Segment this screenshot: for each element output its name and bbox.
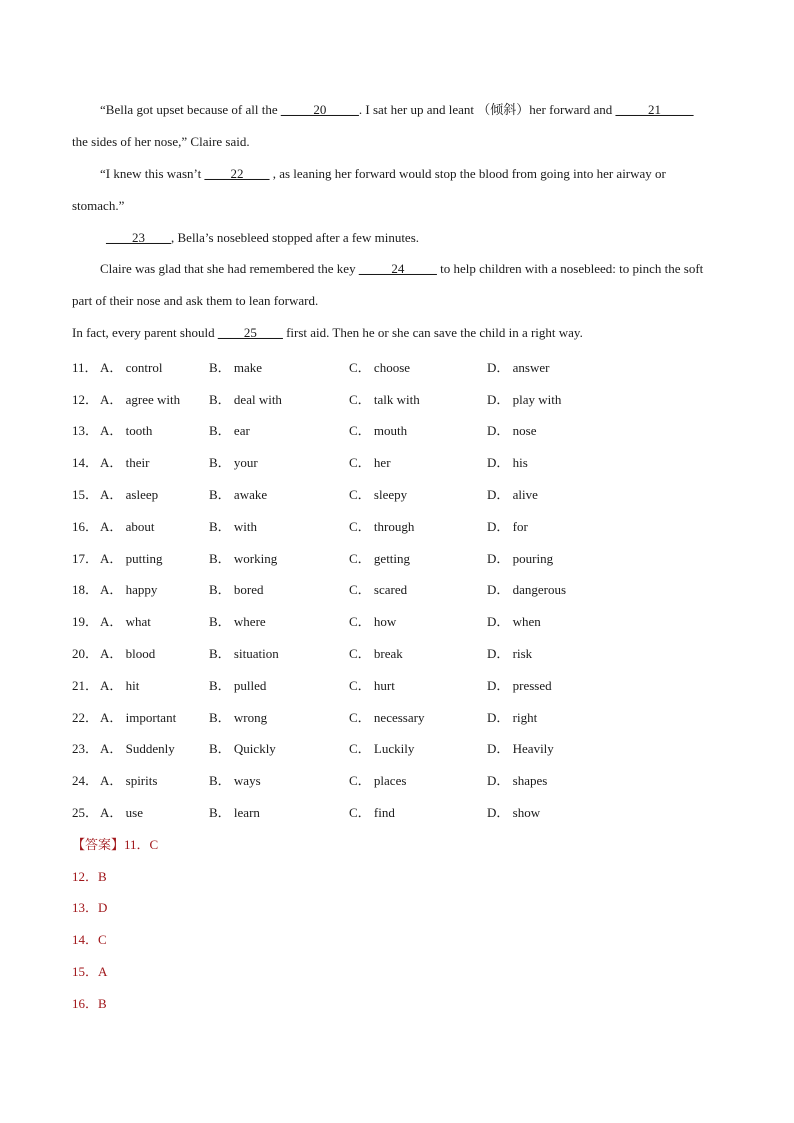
- option-d: D． when: [487, 614, 541, 629]
- option-c: C． talk with: [349, 392, 420, 407]
- option-a: A． spirits: [100, 773, 158, 788]
- text: , as leaning her forward would stop the blood from going into her airway or stomach.”: [72, 166, 666, 213]
- option-b: B． wrong: [209, 710, 268, 725]
- option-d: D． pouring: [487, 551, 554, 566]
- question-number: 20．: [72, 646, 99, 661]
- option-a: A． important: [100, 710, 177, 725]
- option-b: B． learn: [209, 805, 260, 820]
- option-b: B． where: [209, 614, 266, 629]
- text: the sides of her nose,” Claire said.: [72, 134, 250, 149]
- option-c: C． Luckily: [349, 741, 415, 756]
- text: Claire was glad that she had remembered the key: [100, 261, 359, 276]
- question-number: 22．: [72, 710, 99, 725]
- option-a: A． their: [100, 455, 150, 470]
- option-a: A． asleep: [100, 487, 159, 502]
- text: In fact, every parent should: [72, 325, 218, 340]
- option-b: B． ear: [209, 423, 250, 438]
- question-number: 14．: [72, 455, 99, 470]
- option-d: D． dangerous: [487, 582, 567, 597]
- passage-paragraph-1: [72, 94, 712, 158]
- answer-line: 16．B: [72, 996, 107, 1011]
- option-d: D． show: [487, 805, 541, 820]
- question-number: 16．: [72, 519, 99, 534]
- answer-line: 13．D: [72, 900, 108, 915]
- question-number: 23．: [72, 741, 99, 756]
- blank-20: _____20_____: [280, 102, 359, 117]
- option-d: D． Heavily: [487, 741, 554, 756]
- option-c: C． scared: [349, 582, 408, 597]
- option-b: B． Quickly: [209, 741, 276, 756]
- answer-line: 15．A: [72, 964, 108, 979]
- blank-22: ____22____: [204, 166, 270, 181]
- option-a: A． Suddenly: [100, 741, 175, 756]
- option-b: B． bored: [209, 582, 264, 597]
- text: “Bella got upset because of all the: [100, 102, 281, 117]
- option-a: A． use: [100, 805, 143, 820]
- passage-paragraph-4: [72, 253, 712, 317]
- text: , Bella’s nosebleed stopped after a few minutes.: [171, 230, 420, 245]
- option-c: C． her: [349, 455, 391, 470]
- question-number: 15．: [72, 487, 99, 502]
- option-b: B． your: [209, 455, 258, 470]
- option-a: A． what: [100, 614, 151, 629]
- question-number: 24．: [72, 773, 99, 788]
- text: first aid. Then he or she can save the child in a right way.: [282, 325, 583, 340]
- answer-line: 12．B: [72, 869, 107, 884]
- option-d: D． risk: [487, 646, 533, 661]
- option-a: A． about: [100, 519, 155, 534]
- option-b: B． working: [209, 551, 278, 566]
- option-a: A． tooth: [100, 423, 153, 438]
- option-b: B． deal with: [209, 392, 282, 407]
- option-a: A． hit: [100, 678, 140, 693]
- option-d: D． alive: [487, 487, 538, 502]
- option-c: C． mouth: [349, 423, 408, 438]
- option-a: A． blood: [100, 646, 156, 661]
- question-number: 17．: [72, 551, 99, 566]
- answer-line: 14．C: [72, 932, 107, 947]
- option-c: C． places: [349, 773, 407, 788]
- option-c: C． hurt: [349, 678, 395, 693]
- option-c: C． sleepy: [349, 487, 408, 502]
- option-a: A． putting: [100, 551, 163, 566]
- question-number: 25．: [72, 805, 99, 820]
- blank-23: ____23____: [106, 230, 171, 245]
- passage-paragraph-5: [72, 317, 712, 349]
- question-number: 19．: [72, 614, 99, 629]
- option-c: C． necessary: [349, 710, 425, 725]
- option-d: D． answer: [487, 360, 550, 375]
- blank-21: _____21_____: [615, 102, 694, 117]
- text: “I knew this wasn’t: [100, 166, 205, 181]
- option-a: A． happy: [100, 582, 158, 597]
- text: to help children with a nosebleed: to pinch the soft part of their nose and ask them to lean forward.: [72, 261, 704, 308]
- blank-24: _____24_____: [358, 261, 437, 276]
- option-b: B． with: [209, 519, 258, 534]
- option-c: C． getting: [349, 551, 411, 566]
- option-b: B． awake: [209, 487, 268, 502]
- option-c: C． how: [349, 614, 397, 629]
- option-d: D． right: [487, 710, 538, 725]
- option-b: B． make: [209, 360, 263, 375]
- option-b: B． situation: [209, 646, 279, 661]
- answer-line: 【答案】11．C: [72, 837, 159, 852]
- passage-paragraph-3: [72, 222, 712, 254]
- option-a: A． control: [100, 360, 163, 375]
- question-number: 12．: [72, 392, 99, 407]
- question-number: 18．: [72, 582, 99, 597]
- option-d: D． play with: [487, 392, 562, 407]
- option-d: D． for: [487, 519, 528, 534]
- question-number: 11．: [72, 360, 98, 375]
- question-number: 13．: [72, 423, 99, 438]
- question-number: 21．: [72, 678, 99, 693]
- text: . I sat her up and leant （倾斜）her forward and: [358, 102, 616, 117]
- option-c: C． find: [349, 805, 395, 820]
- option-c: C． break: [349, 646, 403, 661]
- option-d: D． shapes: [487, 773, 548, 788]
- blank-25: ____25____: [217, 325, 283, 340]
- option-c: C． choose: [349, 360, 411, 375]
- option-d: D． pressed: [487, 678, 552, 693]
- option-d: D． nose: [487, 423, 537, 438]
- option-b: B． pulled: [209, 678, 267, 693]
- option-d: D． his: [487, 455, 528, 470]
- option-a: A． agree with: [100, 392, 181, 407]
- option-b: B． ways: [209, 773, 261, 788]
- passage-paragraph-2: [72, 158, 712, 222]
- option-c: C． through: [349, 519, 415, 534]
